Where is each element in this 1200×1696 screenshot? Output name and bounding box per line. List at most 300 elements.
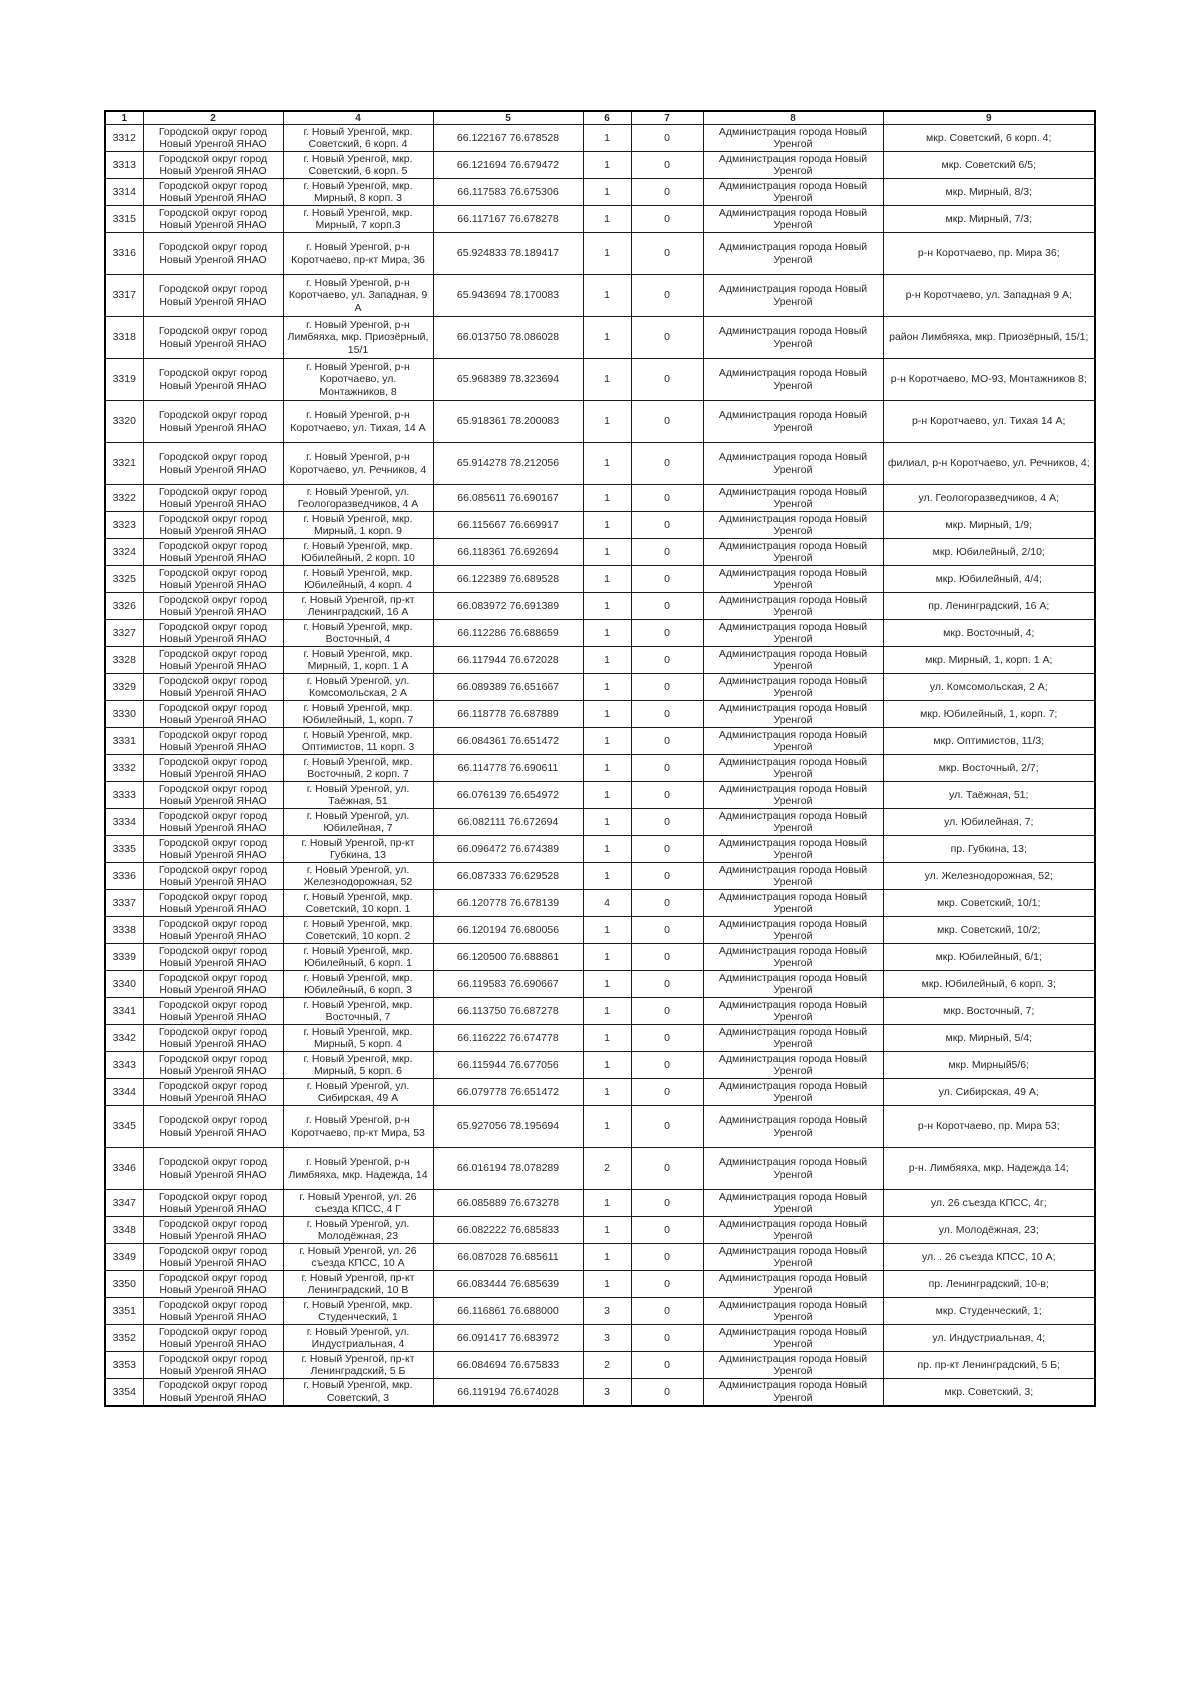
row-number-cell: 3312 xyxy=(105,125,143,152)
count-cell: 1 xyxy=(583,206,631,233)
district-cell: Городской округ город Новый Уренгой ЯНАО xyxy=(143,647,283,674)
owner-cell: Администрация города Новый Уренгой xyxy=(703,1079,883,1106)
location-cell: район Лимбяяха, мкр. Приозёрный, 15/1; xyxy=(883,317,1095,359)
count-cell: 1 xyxy=(583,593,631,620)
address-cell: г. Новый Уренгой, мкр. Советский, 6 корп. 4 xyxy=(283,125,433,152)
owner-cell: Администрация города Новый Уренгой xyxy=(703,674,883,701)
table-row xyxy=(105,1148,1095,1190)
location-cell: мкр. Мирный, 5/4; xyxy=(883,1025,1095,1052)
location-cell: пр. Ленинградский, 16 А; xyxy=(883,593,1095,620)
table-row xyxy=(105,233,1095,275)
coordinates-cell: 66.120194 76.680056 xyxy=(433,917,583,944)
address-cell: г. Новый Уренгой, р-н Лимбяяха, мкр. Надежда, 14 xyxy=(283,1148,433,1190)
zero-cell: 0 xyxy=(631,179,703,206)
table-row xyxy=(105,620,1095,647)
location-cell: р-н Коротчаево, МО-93, Монтажников 8; xyxy=(883,359,1095,401)
row-number-cell: 3324 xyxy=(105,539,143,566)
count-cell: 1 xyxy=(583,125,631,152)
location-cell: мкр. Советский 6/5; xyxy=(883,152,1095,179)
zero-cell: 0 xyxy=(631,809,703,836)
location-cell: мкр. Мирный, 7/3; xyxy=(883,206,1095,233)
table-row xyxy=(105,152,1095,179)
row-number-cell: 3352 xyxy=(105,1325,143,1352)
count-cell: 1 xyxy=(583,971,631,998)
district-cell: Городской округ город Новый Уренгой ЯНАО xyxy=(143,1325,283,1352)
row-number-cell: 3328 xyxy=(105,647,143,674)
address-cell: г. Новый Уренгой, мкр. Оптимистов, 11 корп. 3 xyxy=(283,728,433,755)
coordinates-cell: 66.122167 76.678528 xyxy=(433,125,583,152)
coordinates-cell: 66.083972 76.691389 xyxy=(433,593,583,620)
zero-cell: 0 xyxy=(631,1244,703,1271)
owner-cell: Администрация города Новый Уренгой xyxy=(703,809,883,836)
address-cell: г. Новый Уренгой, р-н Коротчаево, пр-кт Мира, 36 xyxy=(283,233,433,275)
district-cell: Городской округ город Новый Уренгой ЯНАО xyxy=(143,125,283,152)
count-cell: 1 xyxy=(583,836,631,863)
count-cell: 1 xyxy=(583,1052,631,1079)
owner-cell: Администрация города Новый Уренгой xyxy=(703,566,883,593)
count-cell: 1 xyxy=(583,944,631,971)
table-row xyxy=(105,1025,1095,1052)
location-cell: мкр. Восточный, 4; xyxy=(883,620,1095,647)
row-number-cell: 3349 xyxy=(105,1244,143,1271)
address-cell: г. Новый Уренгой, мкр. Юбилейный, 4 корп. 4 xyxy=(283,566,433,593)
zero-cell: 0 xyxy=(631,1106,703,1148)
row-number-cell: 3332 xyxy=(105,755,143,782)
table-row xyxy=(105,1079,1095,1106)
zero-cell: 0 xyxy=(631,1271,703,1298)
address-cell: г. Новый Уренгой, мкр. Мирный, 7 корп.3 xyxy=(283,206,433,233)
row-number-cell: 3350 xyxy=(105,1271,143,1298)
row-number-cell: 3338 xyxy=(105,917,143,944)
district-cell: Городской округ город Новый Уренгой ЯНАО xyxy=(143,1052,283,1079)
zero-cell: 0 xyxy=(631,1379,703,1406)
address-cell: г. Новый Уренгой, пр-кт Ленинградский, 5 Б xyxy=(283,1352,433,1379)
district-cell: Городской округ город Новый Уренгой ЯНАО xyxy=(143,275,283,317)
count-cell: 2 xyxy=(583,1148,631,1190)
address-cell: г. Новый Уренгой, р-н Коротчаево, ул. Монтажников, 8 xyxy=(283,359,433,401)
district-cell: Городской округ город Новый Уренгой ЯНАО xyxy=(143,566,283,593)
owner-cell: Администрация города Новый Уренгой xyxy=(703,836,883,863)
district-cell: Городской округ город Новый Уренгой ЯНАО xyxy=(143,1379,283,1406)
address-cell: г. Новый Уренгой, р-н Лимбяяха, мкр. Приозёрный, 15/1 xyxy=(283,317,433,359)
district-cell: Городской округ город Новый Уренгой ЯНАО xyxy=(143,317,283,359)
owner-cell: Администрация города Новый Уренгой xyxy=(703,647,883,674)
coordinates-cell: 66.085611 76.690167 xyxy=(433,485,583,512)
table-row xyxy=(105,701,1095,728)
address-cell: г. Новый Уренгой, пр-кт Губкина, 13 xyxy=(283,836,433,863)
location-cell: ул. Геологоразведчиков, 4 А; xyxy=(883,485,1095,512)
table-row xyxy=(105,539,1095,566)
district-cell: Городской округ город Новый Уренгой ЯНАО xyxy=(143,620,283,647)
owner-cell: Администрация города Новый Уренгой xyxy=(703,1244,883,1271)
district-cell: Городской округ город Новый Уренгой ЯНАО xyxy=(143,998,283,1025)
location-cell: филиал, р-н Коротчаево, ул. Речников, 4; xyxy=(883,443,1095,485)
zero-cell: 0 xyxy=(631,1325,703,1352)
owner-cell: Администрация города Новый Уренгой xyxy=(703,485,883,512)
owner-cell: Администрация города Новый Уренгой xyxy=(703,512,883,539)
count-cell: 1 xyxy=(583,809,631,836)
district-cell: Городской округ город Новый Уренгой ЯНАО xyxy=(143,152,283,179)
district-cell: Городской округ город Новый Уренгой ЯНАО xyxy=(143,359,283,401)
district-cell: Городской округ город Новый Уренгой ЯНАО xyxy=(143,539,283,566)
address-cell: г. Новый Уренгой, пр-кт Ленинградский, 10 В xyxy=(283,1271,433,1298)
header-row xyxy=(105,111,1095,125)
count-cell: 1 xyxy=(583,782,631,809)
row-number-cell: 3343 xyxy=(105,1052,143,1079)
table-row xyxy=(105,512,1095,539)
count-cell: 2 xyxy=(583,1352,631,1379)
address-cell: г. Новый Уренгой, р-н Коротчаево, ул. Речников, 4 xyxy=(283,443,433,485)
address-cell: г. Новый Уренгой, мкр. Мирный, 8 корп. 3 xyxy=(283,179,433,206)
owner-cell: Администрация города Новый Уренгой xyxy=(703,620,883,647)
location-cell: мкр. Юбилейный, 4/4; xyxy=(883,566,1095,593)
count-cell: 1 xyxy=(583,674,631,701)
zero-cell: 0 xyxy=(631,1298,703,1325)
column-header: 9 xyxy=(883,111,1095,125)
row-number-cell: 3347 xyxy=(105,1190,143,1217)
address-cell: г. Новый Уренгой, ул. Комсомольская, 2 А xyxy=(283,674,433,701)
row-number-cell: 3339 xyxy=(105,944,143,971)
zero-cell: 0 xyxy=(631,1352,703,1379)
count-cell: 1 xyxy=(583,1079,631,1106)
table-row xyxy=(105,1352,1095,1379)
row-number-cell: 3318 xyxy=(105,317,143,359)
district-cell: Городской округ город Новый Уренгой ЯНАО xyxy=(143,233,283,275)
owner-cell: Администрация города Новый Уренгой xyxy=(703,917,883,944)
district-cell: Городской округ город Новый Уренгой ЯНАО xyxy=(143,863,283,890)
address-cell: г. Новый Уренгой, ул. Юбилейная, 7 xyxy=(283,809,433,836)
row-number-cell: 3334 xyxy=(105,809,143,836)
zero-cell: 0 xyxy=(631,1217,703,1244)
location-cell: ул. Комсомольская, 2 А; xyxy=(883,674,1095,701)
row-number-cell: 3345 xyxy=(105,1106,143,1148)
district-cell: Городской округ город Новый Уренгой ЯНАО xyxy=(143,512,283,539)
zero-cell: 0 xyxy=(631,998,703,1025)
owner-cell: Администрация города Новый Уренгой xyxy=(703,125,883,152)
zero-cell: 0 xyxy=(631,917,703,944)
coordinates-cell: 66.091417 76.683972 xyxy=(433,1325,583,1352)
zero-cell: 0 xyxy=(631,1025,703,1052)
coordinates-cell: 66.083444 76.685639 xyxy=(433,1271,583,1298)
owner-cell: Администрация города Новый Уренгой xyxy=(703,539,883,566)
owner-cell: Администрация города Новый Уренгой xyxy=(703,593,883,620)
count-cell: 1 xyxy=(583,401,631,443)
row-number-cell: 3326 xyxy=(105,593,143,620)
row-number-cell: 3314 xyxy=(105,179,143,206)
owner-cell: Администрация города Новый Уренгой xyxy=(703,179,883,206)
address-cell: г. Новый Уренгой, мкр. Мирный, 5 корп. 4 xyxy=(283,1025,433,1052)
owner-cell: Администрация города Новый Уренгой xyxy=(703,1298,883,1325)
zero-cell: 0 xyxy=(631,593,703,620)
address-cell: г. Новый Уренгой, мкр. Мирный, 1, корп. 1 А xyxy=(283,647,433,674)
address-cell: г. Новый Уренгой, мкр. Советский, 3 xyxy=(283,1379,433,1406)
coordinates-cell: 65.927056 78.195694 xyxy=(433,1106,583,1148)
table-row xyxy=(105,755,1095,782)
column-header: 4 xyxy=(283,111,433,125)
zero-cell: 0 xyxy=(631,125,703,152)
location-cell: мкр. Мирный, 1/9; xyxy=(883,512,1095,539)
address-cell: г. Новый Уренгой, ул. Железнодорожная, 52 xyxy=(283,863,433,890)
location-cell: мкр. Мирный, 1, корп. 1 А; xyxy=(883,647,1095,674)
zero-cell: 0 xyxy=(631,401,703,443)
district-cell: Городской округ город Новый Уренгой ЯНАО xyxy=(143,1217,283,1244)
location-cell: пр. пр-кт Ленинградский, 5 Б; xyxy=(883,1352,1095,1379)
address-cell: г. Новый Уренгой, мкр. Юбилейный, 2 корп. 10 xyxy=(283,539,433,566)
table-row xyxy=(105,1298,1095,1325)
owner-cell: Администрация города Новый Уренгой xyxy=(703,359,883,401)
address-cell: г. Новый Уренгой, мкр. Восточный, 4 xyxy=(283,620,433,647)
address-cell: г. Новый Уренгой, пр-кт Ленинградский, 16 А xyxy=(283,593,433,620)
owner-cell: Администрация города Новый Уренгой xyxy=(703,206,883,233)
coordinates-cell: 66.082111 76.672694 xyxy=(433,809,583,836)
address-cell: г. Новый Уренгой, мкр. Юбилейный, 6 корп. 1 xyxy=(283,944,433,971)
count-cell: 1 xyxy=(583,863,631,890)
owner-cell: Администрация города Новый Уренгой xyxy=(703,1379,883,1406)
owner-cell: Администрация города Новый Уренгой xyxy=(703,1148,883,1190)
owner-cell: Администрация города Новый Уренгой xyxy=(703,755,883,782)
count-cell: 3 xyxy=(583,1379,631,1406)
zero-cell: 0 xyxy=(631,890,703,917)
owner-cell: Администрация города Новый Уренгой xyxy=(703,1190,883,1217)
coordinates-cell: 66.113750 76.687278 xyxy=(433,998,583,1025)
table-row xyxy=(105,1244,1095,1271)
zero-cell: 0 xyxy=(631,485,703,512)
table-row xyxy=(105,401,1095,443)
district-cell: Городской округ город Новый Уренгой ЯНАО xyxy=(143,485,283,512)
table-row xyxy=(105,566,1095,593)
location-cell: мкр. Советский, 6 корп. 4; xyxy=(883,125,1095,152)
zero-cell: 0 xyxy=(631,512,703,539)
district-cell: Городской округ город Новый Уренгой ЯНАО xyxy=(143,443,283,485)
coordinates-cell: 66.079778 76.651472 xyxy=(433,1079,583,1106)
coordinates-cell: 66.118778 76.687889 xyxy=(433,701,583,728)
coordinates-cell: 66.117944 76.672028 xyxy=(433,647,583,674)
owner-cell: Администрация города Новый Уренгой xyxy=(703,1271,883,1298)
column-header: 6 xyxy=(583,111,631,125)
district-cell: Городской округ город Новый Уренгой ЯНАО xyxy=(143,593,283,620)
row-number-cell: 3348 xyxy=(105,1217,143,1244)
count-cell: 1 xyxy=(583,1217,631,1244)
table-row xyxy=(105,179,1095,206)
coordinates-cell: 66.084694 76.675833 xyxy=(433,1352,583,1379)
column-header: 2 xyxy=(143,111,283,125)
column-header: 7 xyxy=(631,111,703,125)
column-header: 1 xyxy=(105,111,143,125)
row-number-cell: 3336 xyxy=(105,863,143,890)
zero-cell: 0 xyxy=(631,1079,703,1106)
zero-cell: 0 xyxy=(631,152,703,179)
coordinates-cell: 66.121694 76.679472 xyxy=(433,152,583,179)
district-cell: Городской округ город Новый Уренгой ЯНАО xyxy=(143,1352,283,1379)
zero-cell: 0 xyxy=(631,971,703,998)
table-row xyxy=(105,944,1095,971)
row-number-cell: 3340 xyxy=(105,971,143,998)
row-number-cell: 3319 xyxy=(105,359,143,401)
zero-cell: 0 xyxy=(631,674,703,701)
coordinates-cell: 66.082222 76.685833 xyxy=(433,1217,583,1244)
row-number-cell: 3351 xyxy=(105,1298,143,1325)
table-row xyxy=(105,1325,1095,1352)
table-row xyxy=(105,317,1095,359)
district-cell: Городской округ город Новый Уренгой ЯНАО xyxy=(143,1244,283,1271)
count-cell: 1 xyxy=(583,233,631,275)
zero-cell: 0 xyxy=(631,728,703,755)
location-cell: мкр. Юбилейный, 2/10; xyxy=(883,539,1095,566)
zero-cell: 0 xyxy=(631,359,703,401)
coordinates-cell: 66.120500 76.688861 xyxy=(433,944,583,971)
district-cell: Городской округ город Новый Уренгой ЯНАО xyxy=(143,890,283,917)
location-cell: пр. Губкина, 13; xyxy=(883,836,1095,863)
table-row xyxy=(105,863,1095,890)
coordinates-cell: 66.089389 76.651667 xyxy=(433,674,583,701)
district-cell: Городской округ город Новый Уренгой ЯНАО xyxy=(143,701,283,728)
table-row xyxy=(105,809,1095,836)
table-row xyxy=(105,593,1095,620)
row-number-cell: 3327 xyxy=(105,620,143,647)
district-cell: Городской округ город Новый Уренгой ЯНАО xyxy=(143,1190,283,1217)
column-header: 5 xyxy=(433,111,583,125)
district-cell: Городской округ город Новый Уренгой ЯНАО xyxy=(143,782,283,809)
count-cell: 1 xyxy=(583,647,631,674)
row-number-cell: 3346 xyxy=(105,1148,143,1190)
zero-cell: 0 xyxy=(631,566,703,593)
owner-cell: Администрация города Новый Уренгой xyxy=(703,443,883,485)
table-row xyxy=(105,1052,1095,1079)
coordinates-cell: 66.115667 76.669917 xyxy=(433,512,583,539)
address-cell: г. Новый Уренгой, ул. Геологоразведчиков, 4 А xyxy=(283,485,433,512)
coordinates-cell: 66.117167 76.678278 xyxy=(433,206,583,233)
zero-cell: 0 xyxy=(631,782,703,809)
location-cell: мкр. Восточный, 2/7; xyxy=(883,755,1095,782)
owner-cell: Администрация города Новый Уренгой xyxy=(703,1217,883,1244)
count-cell: 1 xyxy=(583,917,631,944)
row-number-cell: 3322 xyxy=(105,485,143,512)
address-cell: г. Новый Уренгой, мкр. Советский, 10 корп. 1 xyxy=(283,890,433,917)
zero-cell: 0 xyxy=(631,647,703,674)
location-cell: р-н. Лимбяяха, мкр. Надежда 14; xyxy=(883,1148,1095,1190)
district-cell: Городской округ город Новый Уренгой ЯНАО xyxy=(143,728,283,755)
address-cell: г. Новый Уренгой, мкр. Советский, 6 корп. 5 xyxy=(283,152,433,179)
coordinates-cell: 66.119194 76.674028 xyxy=(433,1379,583,1406)
count-cell: 1 xyxy=(583,275,631,317)
owner-cell: Администрация города Новый Уренгой xyxy=(703,782,883,809)
count-cell: 3 xyxy=(583,1298,631,1325)
owner-cell: Администрация города Новый Уренгой xyxy=(703,152,883,179)
count-cell: 1 xyxy=(583,1025,631,1052)
district-cell: Городской округ город Новый Уренгой ЯНАО xyxy=(143,917,283,944)
coordinates-cell: 66.085889 76.673278 xyxy=(433,1190,583,1217)
address-cell: г. Новый Уренгой, мкр. Юбилейный, 1, корп. 7 xyxy=(283,701,433,728)
location-cell: ул. Молодёжная, 23; xyxy=(883,1217,1095,1244)
coordinates-cell: 66.016194 78.078289 xyxy=(433,1148,583,1190)
table-row xyxy=(105,125,1095,152)
district-cell: Городской округ город Новый Уренгой ЯНАО xyxy=(143,836,283,863)
owner-cell: Администрация города Новый Уренгой xyxy=(703,1052,883,1079)
owner-cell: Администрация города Новый Уренгой xyxy=(703,971,883,998)
location-cell: мкр. Юбилейный, 1, корп. 7; xyxy=(883,701,1095,728)
table-row xyxy=(105,782,1095,809)
table-row xyxy=(105,998,1095,1025)
count-cell: 1 xyxy=(583,1190,631,1217)
row-number-cell: 3344 xyxy=(105,1079,143,1106)
location-cell: мкр. Восточный, 7; xyxy=(883,998,1095,1025)
count-cell: 1 xyxy=(583,152,631,179)
count-cell: 1 xyxy=(583,443,631,485)
address-cell: г. Новый Уренгой, р-н Коротчаево, ул. Западная, 9 А xyxy=(283,275,433,317)
owner-cell: Администрация города Новый Уренгой xyxy=(703,401,883,443)
address-cell: г. Новый Уренгой, ул. 26 съезда КПСС, 4 Г xyxy=(283,1190,433,1217)
zero-cell: 0 xyxy=(631,1148,703,1190)
zero-cell: 0 xyxy=(631,1190,703,1217)
count-cell: 1 xyxy=(583,539,631,566)
count-cell: 1 xyxy=(583,728,631,755)
owner-cell: Администрация города Новый Уренгой xyxy=(703,1352,883,1379)
coordinates-cell: 65.918361 78.200083 xyxy=(433,401,583,443)
address-cell: г. Новый Уренгой, р-н Коротчаево, пр-кт Мира, 53 xyxy=(283,1106,433,1148)
zero-cell: 0 xyxy=(631,539,703,566)
row-number-cell: 3313 xyxy=(105,152,143,179)
address-cell: г. Новый Уренгой, ул. Молодёжная, 23 xyxy=(283,1217,433,1244)
table-row xyxy=(105,971,1095,998)
location-cell: мкр. Советский, 3; xyxy=(883,1379,1095,1406)
count-cell: 1 xyxy=(583,317,631,359)
row-number-cell: 3316 xyxy=(105,233,143,275)
location-cell: мкр. Студенческий, 1; xyxy=(883,1298,1095,1325)
row-number-cell: 3320 xyxy=(105,401,143,443)
zero-cell: 0 xyxy=(631,944,703,971)
coordinates-cell: 66.087028 76.685611 xyxy=(433,1244,583,1271)
district-cell: Городской округ город Новый Уренгой ЯНАО xyxy=(143,971,283,998)
zero-cell: 0 xyxy=(631,620,703,647)
address-cell: г. Новый Уренгой, р-н Коротчаево, ул. Тихая, 14 А xyxy=(283,401,433,443)
table-row xyxy=(105,443,1095,485)
owner-cell: Администрация города Новый Уренгой xyxy=(703,998,883,1025)
row-number-cell: 3329 xyxy=(105,674,143,701)
district-cell: Городской округ город Новый Уренгой ЯНАО xyxy=(143,755,283,782)
count-cell: 1 xyxy=(583,701,631,728)
coordinates-cell: 66.116222 76.674778 xyxy=(433,1025,583,1052)
address-cell: г. Новый Уренгой, мкр. Мирный, 1 корп. 9 xyxy=(283,512,433,539)
owner-cell: Администрация города Новый Уренгой xyxy=(703,275,883,317)
location-cell: ул. Индустриальная, 4; xyxy=(883,1325,1095,1352)
location-cell: р-н Коротчаево, ул. Тихая 14 А; xyxy=(883,401,1095,443)
location-cell: р-н Коротчаево, пр. Мира 36; xyxy=(883,233,1095,275)
district-cell: Городской округ город Новый Уренгой ЯНАО xyxy=(143,206,283,233)
location-cell: пр. Ленинградский, 10-в; xyxy=(883,1271,1095,1298)
zero-cell: 0 xyxy=(631,1052,703,1079)
location-cell: мкр. Советский, 10/1; xyxy=(883,890,1095,917)
location-cell: ул. 26 съезда КПСС, 4г; xyxy=(883,1190,1095,1217)
count-cell: 1 xyxy=(583,485,631,512)
location-cell: мкр. Мирный, 8/3; xyxy=(883,179,1095,206)
district-cell: Городской округ город Новый Уренгой ЯНАО xyxy=(143,1148,283,1190)
coordinates-cell: 66.119583 76.690667 xyxy=(433,971,583,998)
count-cell: 1 xyxy=(583,1106,631,1148)
coordinates-cell: 66.117583 76.675306 xyxy=(433,179,583,206)
table-row xyxy=(105,359,1095,401)
coordinates-cell: 66.115944 76.677056 xyxy=(433,1052,583,1079)
address-cell: г. Новый Уренгой, мкр. Советский, 10 корп. 2 xyxy=(283,917,433,944)
zero-cell: 0 xyxy=(631,206,703,233)
table-row xyxy=(105,728,1095,755)
column-header: 8 xyxy=(703,111,883,125)
district-cell: Городской округ город Новый Уренгой ЯНАО xyxy=(143,1271,283,1298)
owner-cell: Администрация города Новый Уренгой xyxy=(703,233,883,275)
coordinates-cell: 66.096472 76.674389 xyxy=(433,836,583,863)
table-row xyxy=(105,674,1095,701)
count-cell: 3 xyxy=(583,1325,631,1352)
table-row xyxy=(105,485,1095,512)
